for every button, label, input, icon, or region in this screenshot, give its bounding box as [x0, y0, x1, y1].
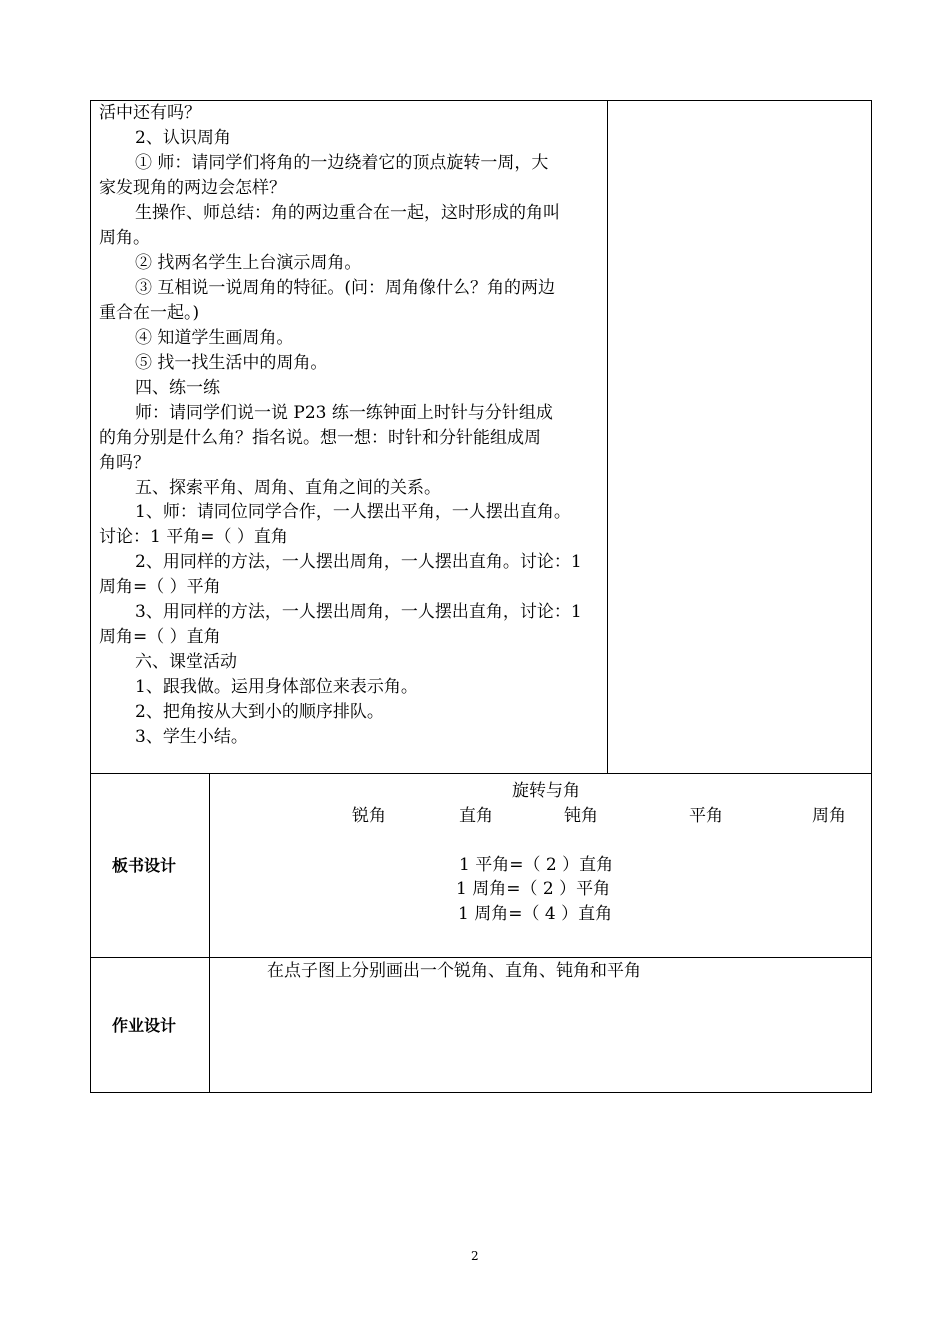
lesson-line: 六、课堂活动: [135, 652, 237, 672]
table-top-border: [90, 100, 872, 101]
lesson-line: 的角分别是什么角？指名说。想一想：时针和分针能组成周: [99, 428, 541, 448]
board-relation: 1 平角=（ 2 ）直角: [459, 855, 614, 875]
table-right-border: [871, 100, 872, 1093]
lesson-line: 周角=（ ）直角: [99, 627, 221, 647]
column-divider-notes: [607, 100, 608, 773]
page-number: 2: [471, 1249, 479, 1263]
lesson-line: ③ 互相说一说周角的特征。(问：周角像什么？角的两边: [135, 278, 556, 298]
table-divider-board: [90, 773, 872, 774]
table-bottom-border: [90, 1092, 872, 1093]
lesson-line: 四、练一练: [135, 378, 220, 398]
lesson-line: 活中还有吗？: [99, 103, 201, 123]
column-divider-labels: [209, 773, 210, 1093]
homework-text: 在点子图上分别画出一个锐角、直角、钝角和平角: [267, 961, 641, 981]
lesson-line: 讨论：1 平角=（ ）直角: [99, 527, 288, 547]
lesson-line: 1、跟我做。运用身体部位来表示角。: [135, 677, 418, 697]
board-angle-straight: 平角: [689, 806, 723, 826]
lesson-line: 2、把角按从大到小的顺序排队。: [135, 702, 384, 722]
lesson-line: 1、师：请同位同学合作，一人摆出平角，一人摆出直角。: [135, 502, 571, 522]
lesson-line: 2、用同样的方法，一人摆出周角，一人摆出直角。讨论：1: [135, 552, 582, 572]
lesson-line: 周角=（ ）平角: [99, 577, 221, 597]
lesson-line: ② 找两名学生上台演示周角。: [135, 253, 362, 273]
lesson-line: 重合在一起。): [99, 303, 200, 323]
board-title: 旋转与角: [512, 781, 580, 801]
lesson-line: 五、探索平角、周角、直角之间的关系。: [135, 478, 441, 498]
board-relation: 1 周角=（ 4 ）直角: [458, 904, 613, 924]
lesson-line: 师：请同学们说一说 P23 练一练钟面上时针与分针组成: [135, 403, 553, 423]
table-left-border: [90, 100, 91, 1093]
lesson-line: ⑤ 找一找生活中的周角。: [135, 353, 328, 373]
board-design-label: 板书设计: [112, 856, 177, 875]
board-angle-acute: 锐角: [352, 806, 386, 826]
lesson-line: 3、用同样的方法，一人摆出周角，一人摆出直角，讨论：1: [135, 602, 582, 622]
lesson-line: ④ 知道学生画周角。: [135, 328, 294, 348]
board-angle-right: 直角: [459, 806, 493, 826]
homework-design-label: 作业设计: [112, 1016, 177, 1035]
table-divider-homework: [90, 957, 872, 958]
lesson-line: 3、学生小结。: [135, 727, 248, 747]
lesson-line: 角吗？: [99, 453, 150, 473]
lesson-line: 周角。: [99, 228, 150, 248]
board-relation: 1 周角=（ 2 ）平角: [456, 879, 611, 899]
lesson-line: 生操作、师总结：角的两边重合在一起，这时形成的角叫: [135, 203, 560, 223]
lesson-line: ① 师：请同学们将角的一边绕着它的顶点旋转一周，大: [135, 153, 549, 173]
board-angle-obtuse: 钝角: [564, 806, 598, 826]
lesson-line: 2、认识周角: [135, 128, 231, 148]
lesson-line: 家发现角的两边会怎样？: [99, 178, 286, 198]
board-angle-full: 周角: [812, 806, 846, 826]
